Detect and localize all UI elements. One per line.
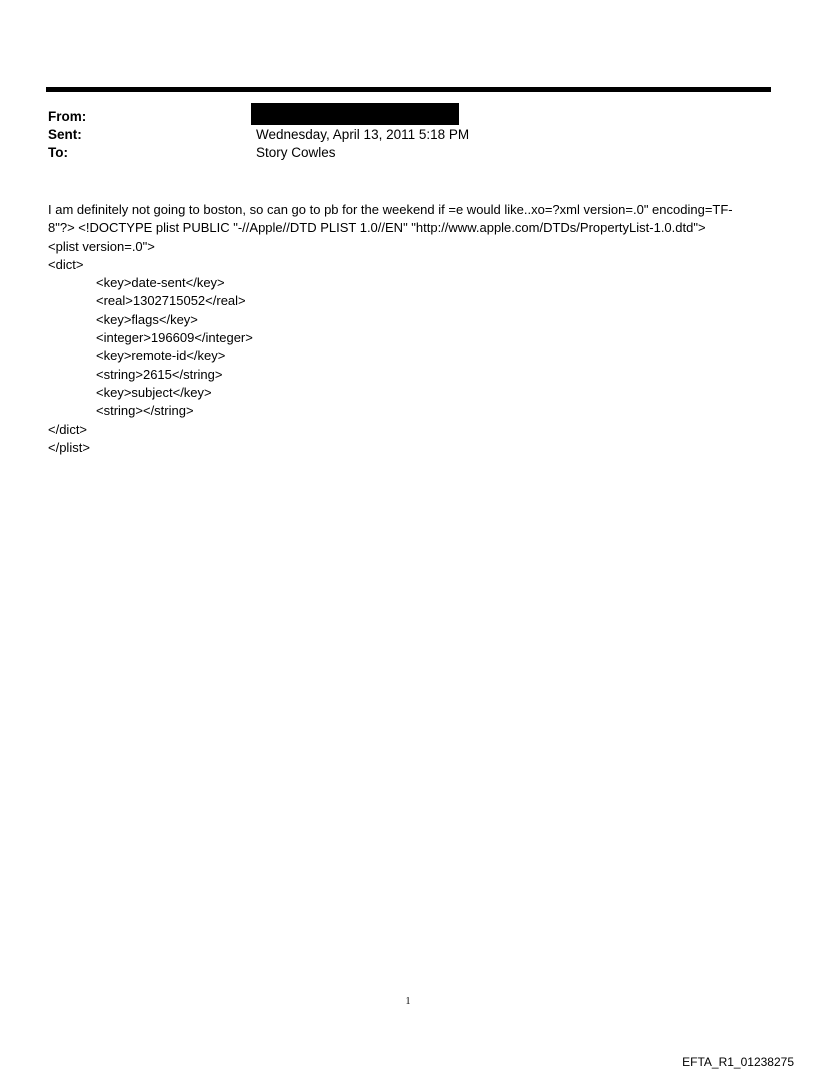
to-value: Story Cowles	[256, 145, 336, 160]
body-line: </plist>	[48, 439, 90, 455]
to-label: To:	[48, 145, 68, 160]
body-line: <key>flags</key>	[96, 311, 198, 327]
to-row	[48, 144, 768, 162]
from-row	[48, 108, 768, 126]
page-number: 1	[405, 996, 411, 1007]
body-line: <dict>	[48, 256, 84, 272]
sent-value: Wednesday, April 13, 2011 5:18 PM	[256, 127, 470, 142]
sent-row	[48, 126, 768, 144]
email-body	[48, 201, 773, 457]
bates-number: EFTA_R1_01238275	[682, 1055, 794, 1069]
body-line: <key>subject</key>	[96, 384, 212, 400]
body-line: <key>date-sent</key>	[96, 275, 225, 291]
body-line: <plist version=.0">	[48, 238, 155, 254]
body-line: 8"?> <!DOCTYPE plist PUBLIC "-//Apple//DTD PLIST 1.0//EN" "http://www.apple.com/DTDs/PropertyList-1.0.dtd">	[48, 220, 706, 236]
body-line: <key>remote-id</key>	[96, 348, 226, 364]
sent-label: Sent:	[48, 127, 82, 142]
body-line: I am definitely not going to boston, so can go to pb for the weekend if =e would like..xo=?xml version=.0" encoding=TF-	[48, 202, 733, 217]
body-line: <real>1302715052</real>	[96, 293, 246, 309]
body-line: </dict>	[48, 421, 88, 437]
header-divider	[46, 87, 771, 92]
body-line: <integer>196609</integer>	[96, 330, 253, 346]
body-line: <string></string>	[96, 403, 194, 419]
from-label: From:	[48, 109, 87, 124]
email-header	[48, 108, 768, 162]
redaction-box	[251, 103, 459, 125]
body-line: <string>2615</string>	[96, 366, 223, 382]
